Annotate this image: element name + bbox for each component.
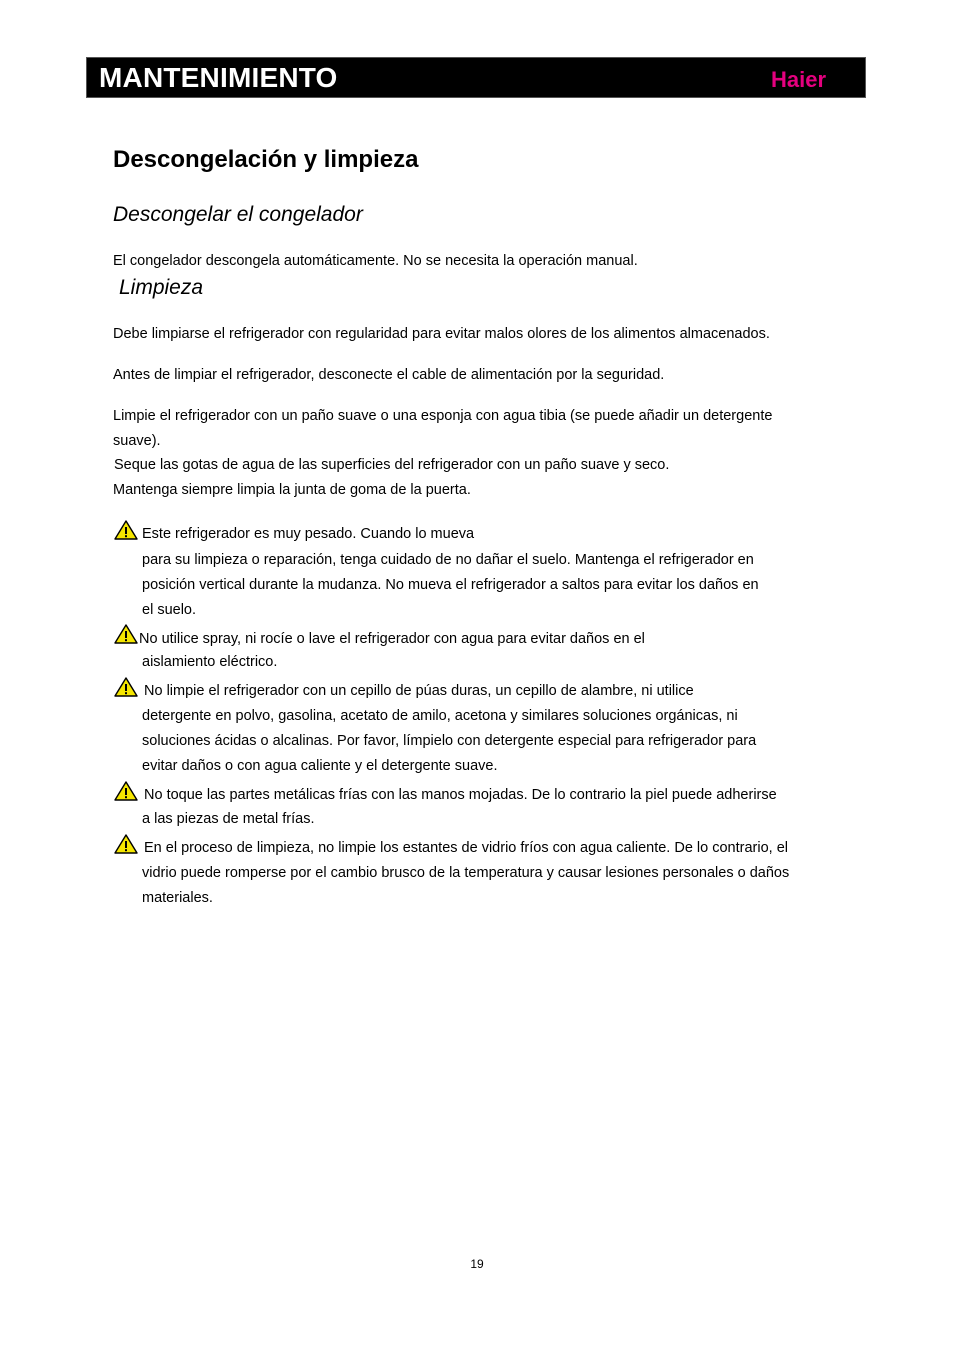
haier-logo-text: Haier	[771, 67, 827, 91]
warning-2-line-2: aislamiento eléctrico.	[142, 654, 278, 670]
cleaning-paragraph-3-line-2: suave).	[113, 433, 161, 449]
cleaning-paragraph-1: Debe limpiarse el refrigerador con regularidad para evitar malos olores de los alimentos almacenados.	[113, 326, 770, 342]
warning-triangle-icon	[114, 781, 138, 801]
warning-1-line-2: para su limpieza o reparación, tenga cuidado de no dañar el suelo. Mantenga el refrigerador en	[142, 552, 754, 568]
haier-logo-icon	[771, 67, 847, 91]
cleaning-paragraph-5: Mantenga siempre limpia la junta de goma de la puerta.	[113, 482, 471, 498]
cleaning-paragraph-2: Antes de limpiar el refrigerador, desconecte el cable de alimentación por la seguridad.	[113, 367, 665, 383]
cleaning-title: Limpieza	[119, 276, 204, 299]
warning-1-line-1: Este refrigerador es muy pesado. Cuando lo mueva	[142, 526, 475, 542]
warning-2-line-1: No utilice spray, ni rocíe o lave el refrigerador con agua para evitar daños en el	[139, 631, 645, 647]
warning-3-line-3: soluciones ácidas o alcalinas. Por favor, límpielo con detergente especial para refrigerador para	[142, 733, 757, 749]
header-title: MANTENIMIENTO	[99, 62, 338, 93]
warning-5-line-3: materiales.	[142, 890, 213, 906]
warning-1-line-3: posición vertical durante la mudanza. No mueva el refrigerador a saltos para evitar los daños en	[142, 577, 759, 593]
defrost-text: El congelador descongela automáticamente. No se necesita la operación manual.	[113, 253, 638, 269]
warning-3-line-2: detergente en polvo, gasolina, acetato de amilo, acetona y similares soluciones orgánicas, ni	[142, 708, 738, 724]
warning-1-line-4: el suelo.	[142, 602, 197, 618]
warning-triangle-icon	[114, 677, 138, 697]
cleaning-paragraph-4: Seque las gotas de agua de las superficies del refrigerador con un paño suave y seco.	[114, 457, 670, 473]
warning-5-line-1: En el proceso de limpieza, no limpie los estantes de vidrio fríos con agua caliente. De lo contrario, el	[144, 840, 788, 856]
warning-triangle-icon	[114, 624, 138, 644]
header-bar	[86, 57, 866, 98]
warning-4-line-1: No toque las partes metálicas frías con las manos mojadas. De lo contrario la piel puede adherirse	[144, 787, 777, 803]
warning-3-line-4: evitar daños o con agua caliente y el detergente suave.	[142, 758, 498, 774]
page-number: 19	[470, 1257, 484, 1271]
warning-5-line-2: vidrio puede romperse por el cambio brusco de la temperatura y causar lesiones personales o daños	[142, 865, 790, 881]
haier-logo	[771, 67, 847, 91]
defrost-title: Descongelar el congelador	[113, 203, 363, 226]
warning-3-line-1: No limpie el refrigerador con un cepillo de púas duras, un cepillo de alambre, ni utilice	[144, 683, 694, 699]
warning-triangle-icon	[114, 834, 138, 854]
warning-4-line-2: a las piezas de metal frías.	[142, 811, 315, 827]
section-title: Descongelación y limpieza	[113, 146, 419, 173]
cleaning-paragraph-3-line-1: Limpie el refrigerador con un paño suave o una esponja con agua tibia (se puede añadir un detergente	[113, 408, 773, 424]
warning-triangle-icon	[114, 520, 138, 540]
